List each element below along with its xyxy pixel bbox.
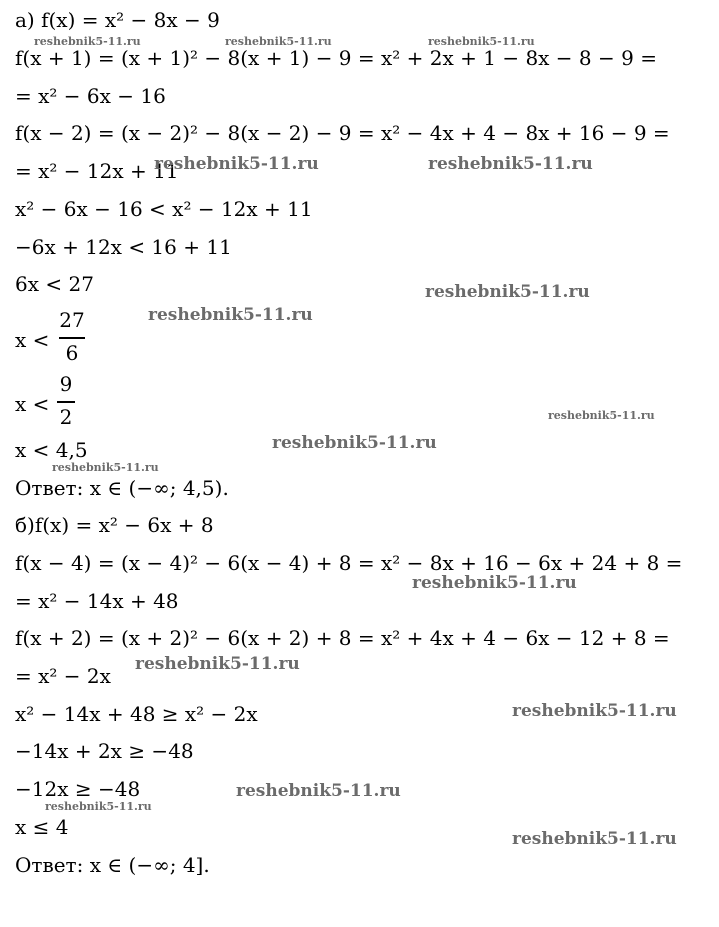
watermark: reshebnik5-11.ru — [428, 154, 593, 174]
part-b-f-x-minus-4: f(x − 4) = (x − 4)² − 6(x − 4) + 8 = x² − 8x + 16 − 6x + 24 + 8 = — [15, 551, 683, 575]
watermark: reshebnik5-11.ru — [548, 409, 655, 422]
part-b-inequality: x² − 14x + 48 ≥ x² − 2x — [15, 702, 258, 726]
watermark: reshebnik5-11.ru — [425, 282, 590, 302]
part-a-f-x-plus-1: f(x + 1) = (x + 1)² − 8(x + 1) − 9 = x² + 2x + 1 − 8x − 8 − 9 = — [15, 46, 657, 70]
fraction-bar — [59, 337, 85, 339]
watermark: reshebnik5-11.ru — [154, 154, 319, 174]
part-a-answer: Ответ: x ∈ (−∞; 4,5). — [15, 476, 229, 500]
part-b-f-x-minus-4-result: = x² − 14x + 48 — [15, 589, 179, 613]
part-b-f-x-plus-2: f(x + 2) = (x + 2)² − 6(x + 2) + 8 = x² + 4x + 4 − 6x − 12 + 8 = — [15, 626, 670, 650]
part-a-f-x-minus-2: f(x − 2) = (x − 2)² − 8(x − 2) − 9 = x² − 4x + 4 − 8x + 16 − 9 = — [15, 121, 670, 145]
watermark: reshebnik5-11.ru — [148, 305, 313, 325]
part-a-step-2: 6x < 27 — [15, 272, 94, 296]
watermark: reshebnik5-11.ru — [512, 701, 677, 721]
fraction-prefix: x < — [15, 392, 50, 416]
part-a-step-1: −6x + 12x < 16 + 11 — [15, 235, 232, 259]
watermark: reshebnik5-11.ru — [225, 35, 332, 48]
watermark: reshebnik5-11.ru — [52, 461, 159, 474]
watermark: reshebnik5-11.ru — [512, 829, 677, 849]
part-a-result: x < 4,5 — [15, 438, 88, 462]
watermark: reshebnik5-11.ru — [236, 781, 401, 801]
fraction-prefix: x < — [15, 328, 50, 352]
watermark: reshebnik5-11.ru — [272, 433, 437, 453]
watermark: reshebnik5-11.ru — [45, 800, 152, 813]
part-b-step-2: −12x ≥ −48 — [15, 777, 141, 801]
part-a-inequality: x² − 6x − 16 < x² − 12x + 11 — [15, 197, 313, 221]
part-b-result: x ≤ 4 — [15, 815, 69, 839]
part-b-f-x-plus-2-result: = x² − 2x — [15, 664, 111, 688]
fraction-denominator: 2 — [59, 405, 73, 429]
watermark: reshebnik5-11.ru — [34, 35, 141, 48]
part-b-function: б)f(x) = x² − 6x + 8 — [15, 513, 214, 537]
watermark: reshebnik5-11.ru — [135, 654, 300, 674]
fraction-numerator: 9 — [59, 372, 73, 396]
watermark: reshebnik5-11.ru — [428, 35, 535, 48]
fraction-denominator: 6 — [65, 341, 79, 365]
part-a-function: а) f(x) = x² − 8x − 9 — [15, 8, 220, 32]
watermark: reshebnik5-11.ru — [412, 573, 577, 593]
part-a-f-x-plus-1-result: = x² − 6x − 16 — [15, 84, 166, 108]
fraction-bar — [57, 401, 75, 403]
fraction-numerator: 27 — [59, 308, 85, 332]
part-b-answer: Ответ: x ∈ (−∞; 4]. — [15, 853, 210, 877]
part-b-step-1: −14x + 2x ≥ −48 — [15, 739, 194, 763]
part-a-f-x-minus-2-result: = x² − 12x + 11 — [15, 159, 179, 183]
